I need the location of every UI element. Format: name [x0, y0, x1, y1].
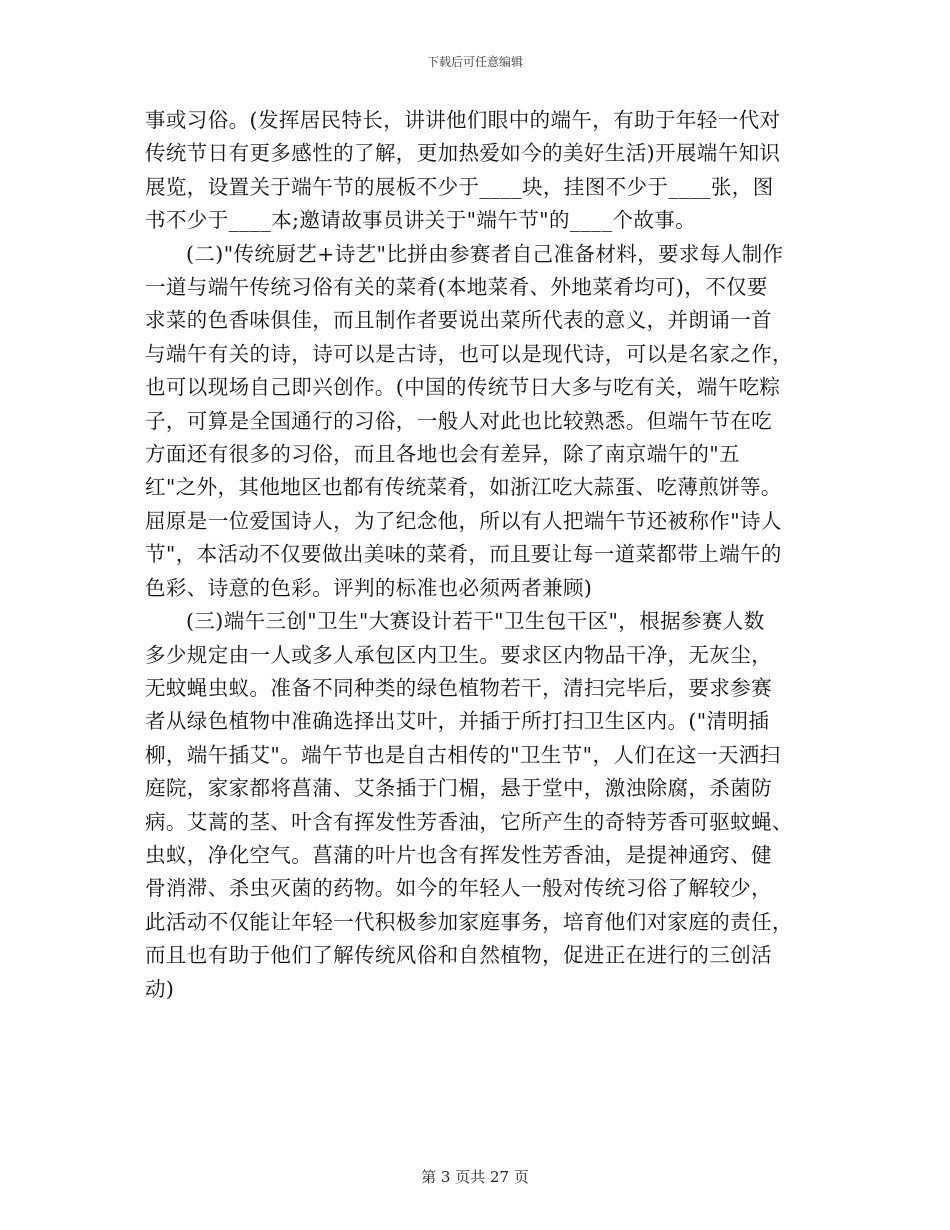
text-line: 事或习俗。(发挥居民特长，讲讲他们眼中的端午，有助于年轻一代对 — [145, 108, 781, 132]
text-line: 子，可算是全国通行的习俗，一般人对此也比较熟悉。但端午节在吃 — [145, 408, 772, 433]
text-line: 病。艾蒿的茎、叶含有挥发性芳香油，它所产生的奇特芳香可驱蚊蝇、 — [145, 809, 793, 834]
text-line: 虫蚁，净化空气。菖蒲的叶片也含有挥发性芳香油，是提神通窍、健 — [145, 842, 772, 867]
text-line: 者从绿色植物中准确选择出艾叶，并插于所打扫卫生区内。("清明插 — [145, 709, 770, 734]
text-line: 也可以现场自己即兴创作。(中国的传统节日大多与吃有关，端午吃粽 — [145, 375, 781, 400]
text-line: 无蚊蝇虫蚁。准备不同种类的绿色植物若干，清扫完毕后，要求参赛 — [145, 675, 772, 700]
text-line: 多少规定由一人或多人承包区内卫生。要求区内物品干净，无灰尘， — [145, 642, 772, 667]
document-body — [145, 104, 805, 1006]
text-line: 与端午有关的诗，诗可以是古诗，也可以是现代诗，可以是名家之作， — [145, 341, 793, 366]
text-line: 红"之外，其他地区也都有传统菜肴，如浙江吃大蒜蛋、吃薄煎饼等。 — [145, 475, 782, 500]
page-number-footer: 第 3 页共 27 页 — [421, 1168, 529, 1186]
text-line: 屈原是一位爱国诗人，为了纪念他，所以有人把端午节还被称作"诗人 — [145, 508, 782, 533]
text-line: 求菜的色香味俱佳，而且制作者要说出菜所代表的意义，并朗诵一首 — [145, 308, 772, 333]
text-line: 动) — [145, 976, 175, 1001]
text-line: 骨消滞、杀虫灭菌的药物。如今的年轻人一般对传统习俗了解较少， — [145, 876, 772, 901]
text-line: 此活动不仅能让年轻一代积极参加家庭事务，培育他们对家庭的责任， — [145, 909, 793, 934]
text-line: 色彩、诗意的色彩。评判的标准也必须两者兼顾) — [145, 575, 593, 600]
text-line: 传统节日有更多感性的了解，更加热爱如今的美好生活)开展端午知识 — [145, 141, 781, 166]
page-header-note: 下载后可任意编辑 — [426, 55, 523, 69]
text-line-paragraph-start: (二)"传统厨艺+诗艺"比拼由参赛者自己准备材料，要求每人制作 — [186, 241, 784, 266]
text-line: 柳，端午插艾"。端午节也是自古相传的"卫生节"，人们在这一天洒扫 — [145, 742, 781, 767]
text-line: 而且也有助于他们了解传统风俗和自然植物，促进正在进行的三创活 — [145, 943, 772, 968]
text-line: 书不少于____本;邀请故事员讲关于"端午节"的____个故事。 — [145, 208, 697, 233]
text-line-paragraph-start: (三)端午三创"卫生"大赛设计若干"卫生包干区"，根据参赛人数 — [186, 609, 765, 634]
text-line: 庭院，家家都将菖蒲、艾条插于门楣，悬于堂中，激浊除腐，杀菌防 — [145, 776, 772, 801]
text-line: 方面还有很多的习俗，而且各地也会有差异，除了南京端午的"五 — [145, 442, 741, 467]
text-line: 展览，设置关于端午节的展板不少于____块，挂图不少于____张，图 — [145, 174, 774, 199]
text-line: 一道与端午传统习俗有关的菜肴(本地菜肴、外地菜肴均可)，不仅要 — [145, 275, 768, 300]
text-line: 节"，本活动不仅要做出美味的菜肴，而且要让每一道菜都带上端午的 — [145, 542, 782, 567]
